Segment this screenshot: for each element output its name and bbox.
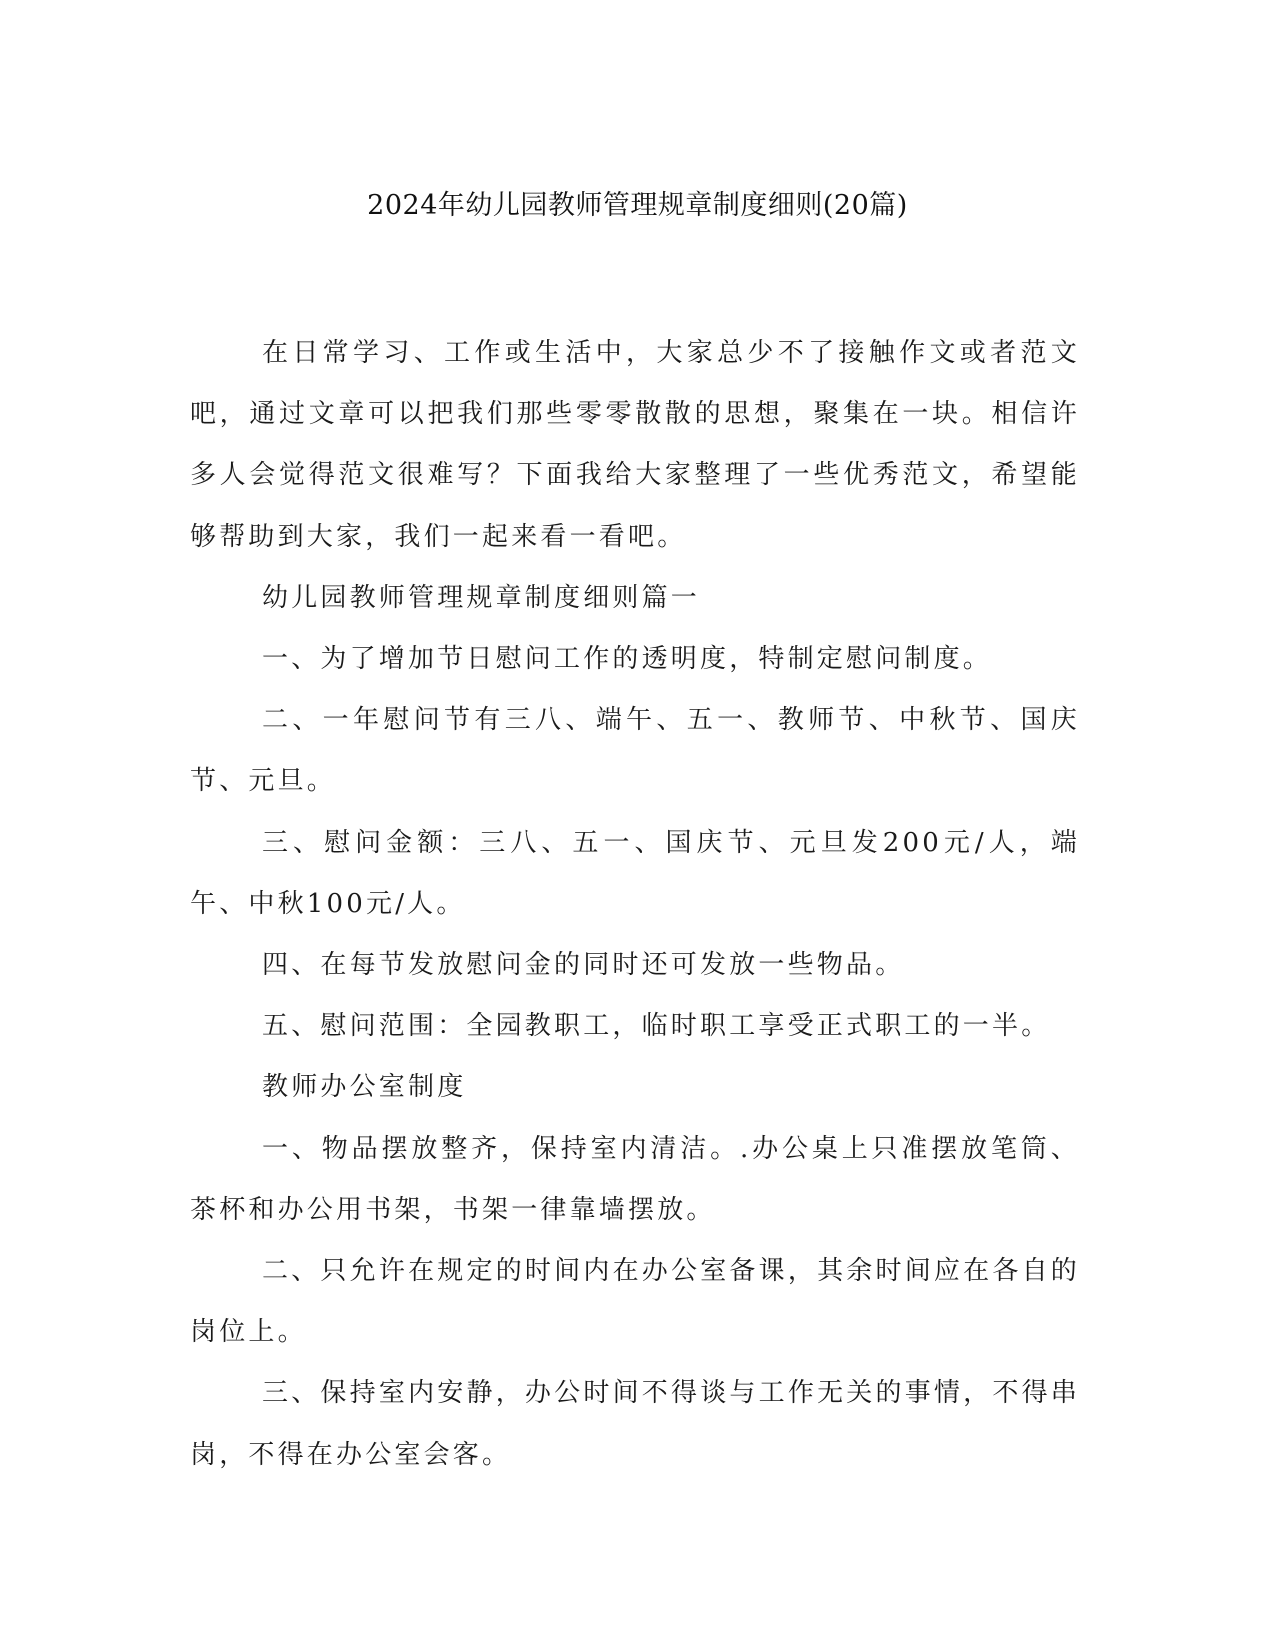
paragraph: 一、物品摆放整齐，保持室内清洁。.办公桌上只准摆放笔筒、茶杯和办公用书架，书架一律靠墙摆放。 [190,1133,1080,1225]
paragraph: 一、为了增加节日慰问工作的透明度，特制定慰问制度。 [262,644,993,675]
paragraph: 二、只允许在规定的时间内在办公室备课，其余时间应在各自的岗位上。 [190,1256,1080,1348]
paragraph: 三、慰问金额：三八、五一、国庆节、元旦发200元/人，端午、中秋100元/人。 [190,827,1080,919]
document-body [190,323,1080,1486]
paragraph: 二、一年慰问节有三八、端午、五一、教师节、中秋节、国庆节、元旦。 [190,705,1080,797]
paragraph: 三、保持室内安静，办公时间不得谈与工作无关的事情，不得串岗，不得在办公室会客。 [190,1378,1080,1470]
paragraph: 五、慰问范围：全园教职工，临时职工享受正式职工的一半。 [262,1011,1051,1042]
paragraph-intro: 在日常学习、工作或生活中，大家总少不了接触作文或者范文吧，通过文章可以把我们那些零零散散的思想，聚集在一块。相信许多人会觉得范文很难写？下面我给大家整理了一些优秀范文，希望能够帮助到大家，我们一起来看一看吧。 [190,338,1080,552]
section-heading: 幼儿园教师管理规章制度细则篇一 [262,582,701,613]
paragraph: 四、在每节发放慰问金的同时还可发放一些物品。 [262,950,905,981]
section-heading: 教师办公室制度 [262,1072,467,1103]
document-title: 2024年幼儿园教师管理规章制度细则(20篇) [367,190,908,221]
